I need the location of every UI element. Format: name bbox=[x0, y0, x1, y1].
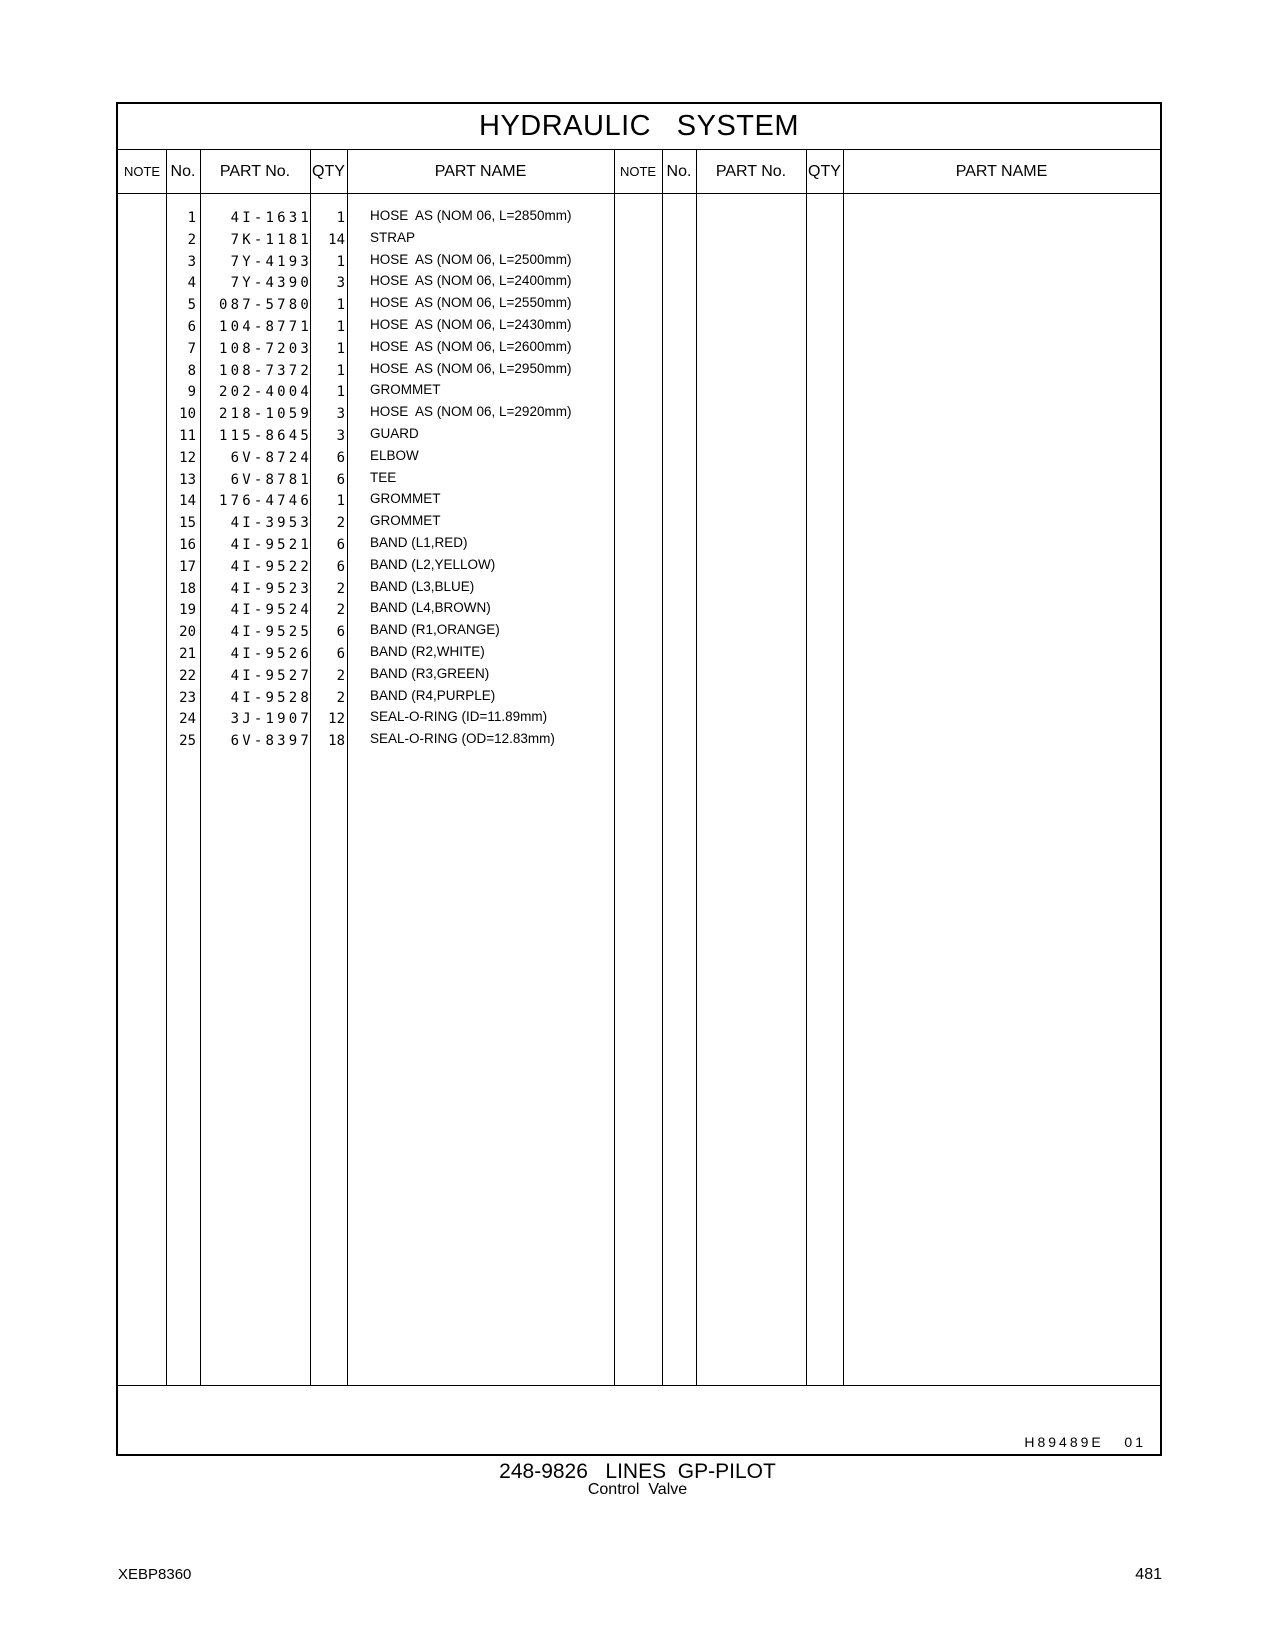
part-number: 4I-9521 bbox=[230, 536, 312, 553]
part-quantity: 12 bbox=[328, 711, 345, 728]
part-number-index: 15 bbox=[179, 515, 196, 532]
part-number-index: 4 bbox=[187, 275, 196, 292]
part-name: SEAL-O-RING (ID=11.89mm) bbox=[370, 709, 548, 725]
part-name: BAND (L2,YELLOW) bbox=[370, 556, 496, 572]
part-number-index: 24 bbox=[179, 711, 196, 728]
table-row bbox=[118, 644, 1160, 666]
part-quantity: 18 bbox=[328, 733, 345, 750]
part-number-index: 16 bbox=[179, 536, 196, 553]
part-name: TEE bbox=[370, 469, 397, 485]
part-number: 6V-8781 bbox=[230, 471, 312, 488]
part-name: HOSE AS (NOM 06, L=2920mm) bbox=[370, 404, 572, 420]
part-name: BAND (L4,BROWN) bbox=[370, 600, 491, 616]
part-number: 4I-9524 bbox=[230, 602, 312, 619]
part-quantity: 2 bbox=[336, 580, 345, 597]
part-name: BAND (L3,BLUE) bbox=[370, 578, 475, 594]
part-number-index: 9 bbox=[187, 384, 196, 401]
part-number-index: 19 bbox=[179, 602, 196, 619]
table-row bbox=[118, 731, 1160, 753]
part-quantity: 3 bbox=[336, 275, 345, 292]
part-quantity: 2 bbox=[336, 667, 345, 684]
part-number: 176-4746 bbox=[218, 493, 312, 510]
table-row bbox=[118, 470, 1160, 492]
part-name: BAND (R3,GREEN) bbox=[370, 665, 490, 681]
part-number: 7Y-4390 bbox=[230, 275, 312, 292]
group-title: 248-9826 LINES GP-PILOT bbox=[499, 1460, 776, 1483]
table-row bbox=[118, 666, 1160, 688]
part-quantity: 3 bbox=[336, 406, 345, 423]
part-number: 4I-9527 bbox=[230, 667, 312, 684]
part-quantity: 2 bbox=[336, 689, 345, 706]
part-quantity: 1 bbox=[336, 253, 345, 270]
part-number-index: 13 bbox=[179, 471, 196, 488]
part-number: 115-8645 bbox=[218, 427, 312, 444]
table-header bbox=[118, 150, 1160, 194]
part-number-index: 5 bbox=[187, 297, 196, 314]
header-qty-left: QTY bbox=[312, 162, 345, 180]
part-quantity: 6 bbox=[336, 558, 345, 575]
parts-list bbox=[118, 208, 1160, 753]
table-row bbox=[118, 382, 1160, 404]
illustration-code: H89489E 01 bbox=[1024, 1434, 1146, 1450]
part-name: HOSE AS (NOM 06, L=2500mm) bbox=[370, 251, 572, 267]
part-quantity: 6 bbox=[336, 449, 345, 466]
part-quantity: 1 bbox=[336, 384, 345, 401]
part-name: HOSE AS (NOM 06, L=2550mm) bbox=[370, 295, 572, 311]
part-number: 108-7203 bbox=[218, 340, 312, 357]
table-row bbox=[118, 557, 1160, 579]
part-name: BAND (R1,ORANGE) bbox=[370, 622, 500, 638]
part-number: 7K-1181 bbox=[230, 231, 312, 248]
part-quantity: 6 bbox=[336, 624, 345, 641]
part-name: GROMMET bbox=[370, 382, 441, 398]
part-number: 087-5780 bbox=[218, 297, 312, 314]
part-quantity: 3 bbox=[336, 427, 345, 444]
part-quantity: 1 bbox=[336, 493, 345, 510]
parts-table-frame bbox=[116, 102, 1162, 1456]
table-row bbox=[118, 361, 1160, 383]
table-row bbox=[118, 491, 1160, 513]
header-no-left: No. bbox=[170, 162, 196, 180]
part-number-index: 6 bbox=[187, 318, 196, 335]
part-number: 4I-9526 bbox=[230, 645, 312, 662]
header-note-right: NOTE bbox=[619, 164, 657, 179]
part-number-index: 22 bbox=[179, 667, 196, 684]
part-name: BAND (R2,WHITE) bbox=[370, 643, 485, 659]
table-row bbox=[118, 622, 1160, 644]
part-number-index: 18 bbox=[179, 580, 196, 597]
part-number: 108-7372 bbox=[218, 362, 312, 379]
part-quantity: 1 bbox=[336, 210, 345, 226]
header-part-name-right: PART NAME bbox=[955, 162, 1048, 180]
table-row bbox=[118, 448, 1160, 470]
part-number: 7Y-4193 bbox=[230, 253, 312, 270]
section-title: HYDRAULIC SYSTEM bbox=[118, 104, 1160, 150]
part-number: 4I-9523 bbox=[230, 580, 312, 597]
part-quantity: 1 bbox=[336, 318, 345, 335]
part-number: 4I-9522 bbox=[230, 558, 312, 575]
page-number: 481 bbox=[1135, 1566, 1162, 1583]
part-quantity: 2 bbox=[336, 515, 345, 532]
part-number-index: 8 bbox=[187, 362, 196, 379]
part-number: 4I-9525 bbox=[230, 624, 312, 641]
table-row bbox=[118, 208, 1160, 230]
part-number: 4I-1631 bbox=[230, 210, 312, 226]
part-name: HOSE AS (NOM 06, L=2430mm) bbox=[370, 316, 572, 332]
table-row bbox=[118, 230, 1160, 252]
part-name: GROMMET bbox=[370, 491, 441, 507]
part-number-index: 12 bbox=[179, 449, 196, 466]
table-body bbox=[118, 194, 1160, 1385]
part-number-index: 20 bbox=[179, 624, 196, 641]
document-id: XEBP8360 bbox=[118, 1566, 192, 1583]
header-no-right: No. bbox=[666, 162, 692, 180]
table-row bbox=[118, 579, 1160, 601]
part-name: BAND (R4,PURPLE) bbox=[370, 687, 496, 703]
part-quantity: 1 bbox=[336, 340, 345, 357]
part-quantity: 1 bbox=[336, 297, 345, 314]
part-number-index: 17 bbox=[179, 558, 196, 575]
part-name: STRAP bbox=[370, 229, 416, 245]
header-part-name-left: PART NAME bbox=[434, 162, 527, 180]
header-qty-right: QTY bbox=[808, 162, 841, 180]
part-number: 3J-1907 bbox=[230, 711, 312, 728]
part-quantity: 6 bbox=[336, 536, 345, 553]
table-row bbox=[118, 688, 1160, 710]
part-name: HOSE AS (NOM 06, L=2950mm) bbox=[370, 360, 572, 376]
part-name: BAND (L1,RED) bbox=[370, 534, 468, 550]
part-number-index: 23 bbox=[179, 689, 196, 706]
part-name: ELBOW bbox=[370, 447, 419, 463]
table-row bbox=[118, 535, 1160, 557]
part-number-index: 11 bbox=[179, 427, 196, 444]
part-number: 6V-8397 bbox=[230, 733, 312, 750]
part-number-index: 21 bbox=[179, 645, 196, 662]
header-part-no-left: PART No. bbox=[219, 162, 291, 180]
part-number: 6V-8724 bbox=[230, 449, 312, 466]
table-row bbox=[118, 295, 1160, 317]
part-quantity: 6 bbox=[336, 471, 345, 488]
part-number-index: 2 bbox=[187, 231, 196, 248]
part-quantity: 2 bbox=[336, 602, 345, 619]
part-number: 4I-9528 bbox=[230, 689, 312, 706]
footer-divider bbox=[118, 1385, 1160, 1386]
part-number: 218-1059 bbox=[218, 406, 312, 423]
part-number: 4I-3953 bbox=[230, 515, 312, 532]
part-number-index: 3 bbox=[187, 253, 196, 270]
table-row bbox=[118, 404, 1160, 426]
part-number-index: 25 bbox=[179, 733, 196, 750]
part-name: HOSE AS (NOM 06, L=2850mm) bbox=[370, 208, 572, 223]
header-part-no-right: PART No. bbox=[715, 162, 787, 180]
table-row bbox=[118, 339, 1160, 361]
table-row bbox=[118, 317, 1160, 339]
part-name: SEAL-O-RING (OD=12.83mm) bbox=[370, 731, 555, 747]
part-quantity: 14 bbox=[328, 231, 345, 248]
part-number-index: 10 bbox=[179, 406, 196, 423]
table-row bbox=[118, 252, 1160, 274]
part-quantity: 6 bbox=[336, 645, 345, 662]
header-note-left: NOTE bbox=[123, 164, 161, 179]
part-name: HOSE AS (NOM 06, L=2400mm) bbox=[370, 273, 572, 289]
part-quantity: 1 bbox=[336, 362, 345, 379]
group-subtitle: Control Valve bbox=[587, 1481, 688, 1498]
part-number: 104-8771 bbox=[218, 318, 312, 335]
part-name: GROMMET bbox=[370, 513, 441, 529]
table-row bbox=[118, 513, 1160, 535]
table-row bbox=[118, 600, 1160, 622]
part-name: HOSE AS (NOM 06, L=2600mm) bbox=[370, 338, 572, 354]
part-number: 202-4004 bbox=[218, 384, 312, 401]
part-name: GUARD bbox=[370, 425, 419, 441]
part-number-index: 1 bbox=[187, 210, 196, 226]
table-row bbox=[118, 426, 1160, 448]
part-number-index: 14 bbox=[179, 493, 196, 510]
table-row bbox=[118, 709, 1160, 731]
table-row bbox=[118, 273, 1160, 295]
part-number-index: 7 bbox=[187, 340, 196, 357]
